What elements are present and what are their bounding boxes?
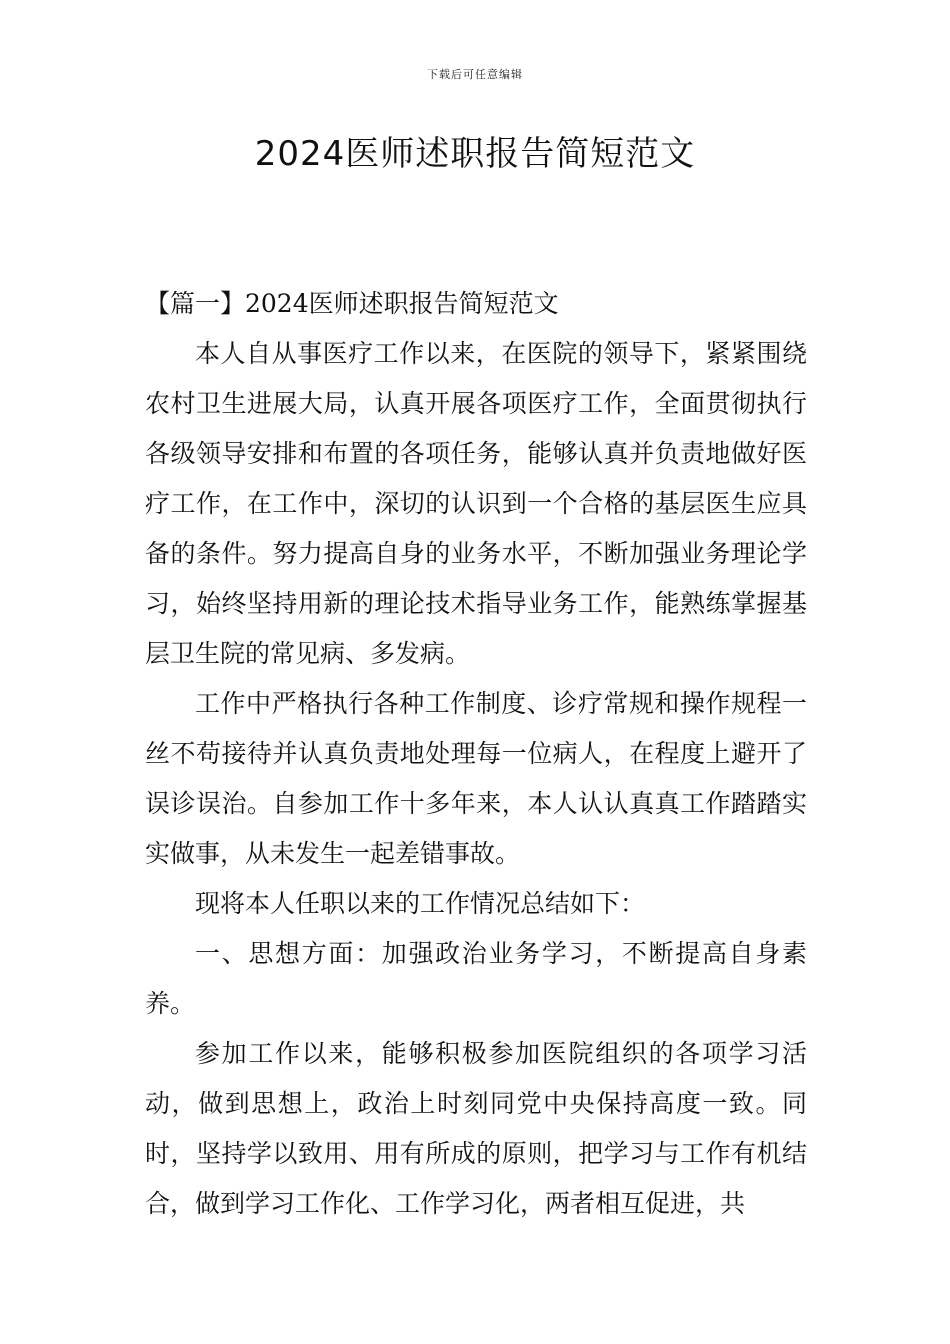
- header-note: 下载后可任意编辑: [427, 68, 523, 81]
- paragraph: 本人自从事医疗工作以来，在医院的领导下，紧紧围绕农村卫生进展大局，认真开展各项医疗工作，全面贯彻执行各级领导安排和布置的各项任务，能够认真并负责地做好医疗工作，在工作中，深切的认识到一个合格的基层医生应具备的条件。努力提高自身的业务水平，不断加强业务理论学习，始终坚持用新的理论技术指导业务工作，能熟练掌握基层卫生院的常见病、多发病。: [145, 339, 807, 668]
- paragraph: 一、思想方面：加强政治业务学习，不断提高自身素养。: [145, 939, 807, 1018]
- paragraph: 现将本人任职以来的工作情况总结如下：: [195, 889, 646, 918]
- paragraph: 工作中严格执行各种工作制度、诊疗常规和操作规程一丝不苟接待并认真负责地处理每一位病人，在程度上避开了误诊误治。自参加工作十多年来，本人认认真真工作踏踏实实做事，从未发生一起差错事故。: [145, 689, 807, 868]
- section-heading: 【篇一】2024医师述职报告简短范文: [145, 289, 559, 318]
- document-body: [145, 279, 807, 1229]
- paragraph: 参加工作以来，能够积极参加医院组织的各项学习活动，做到思想上，政治上时刻同党中央保持高度一致。同时，坚持学以致用、用有所成的原则，把学习与工作有机结合，做到学习工作化、工作学习化，两者相互促进，共: [145, 1039, 807, 1218]
- document-title: 2024医师述职报告简短范文: [254, 134, 696, 174]
